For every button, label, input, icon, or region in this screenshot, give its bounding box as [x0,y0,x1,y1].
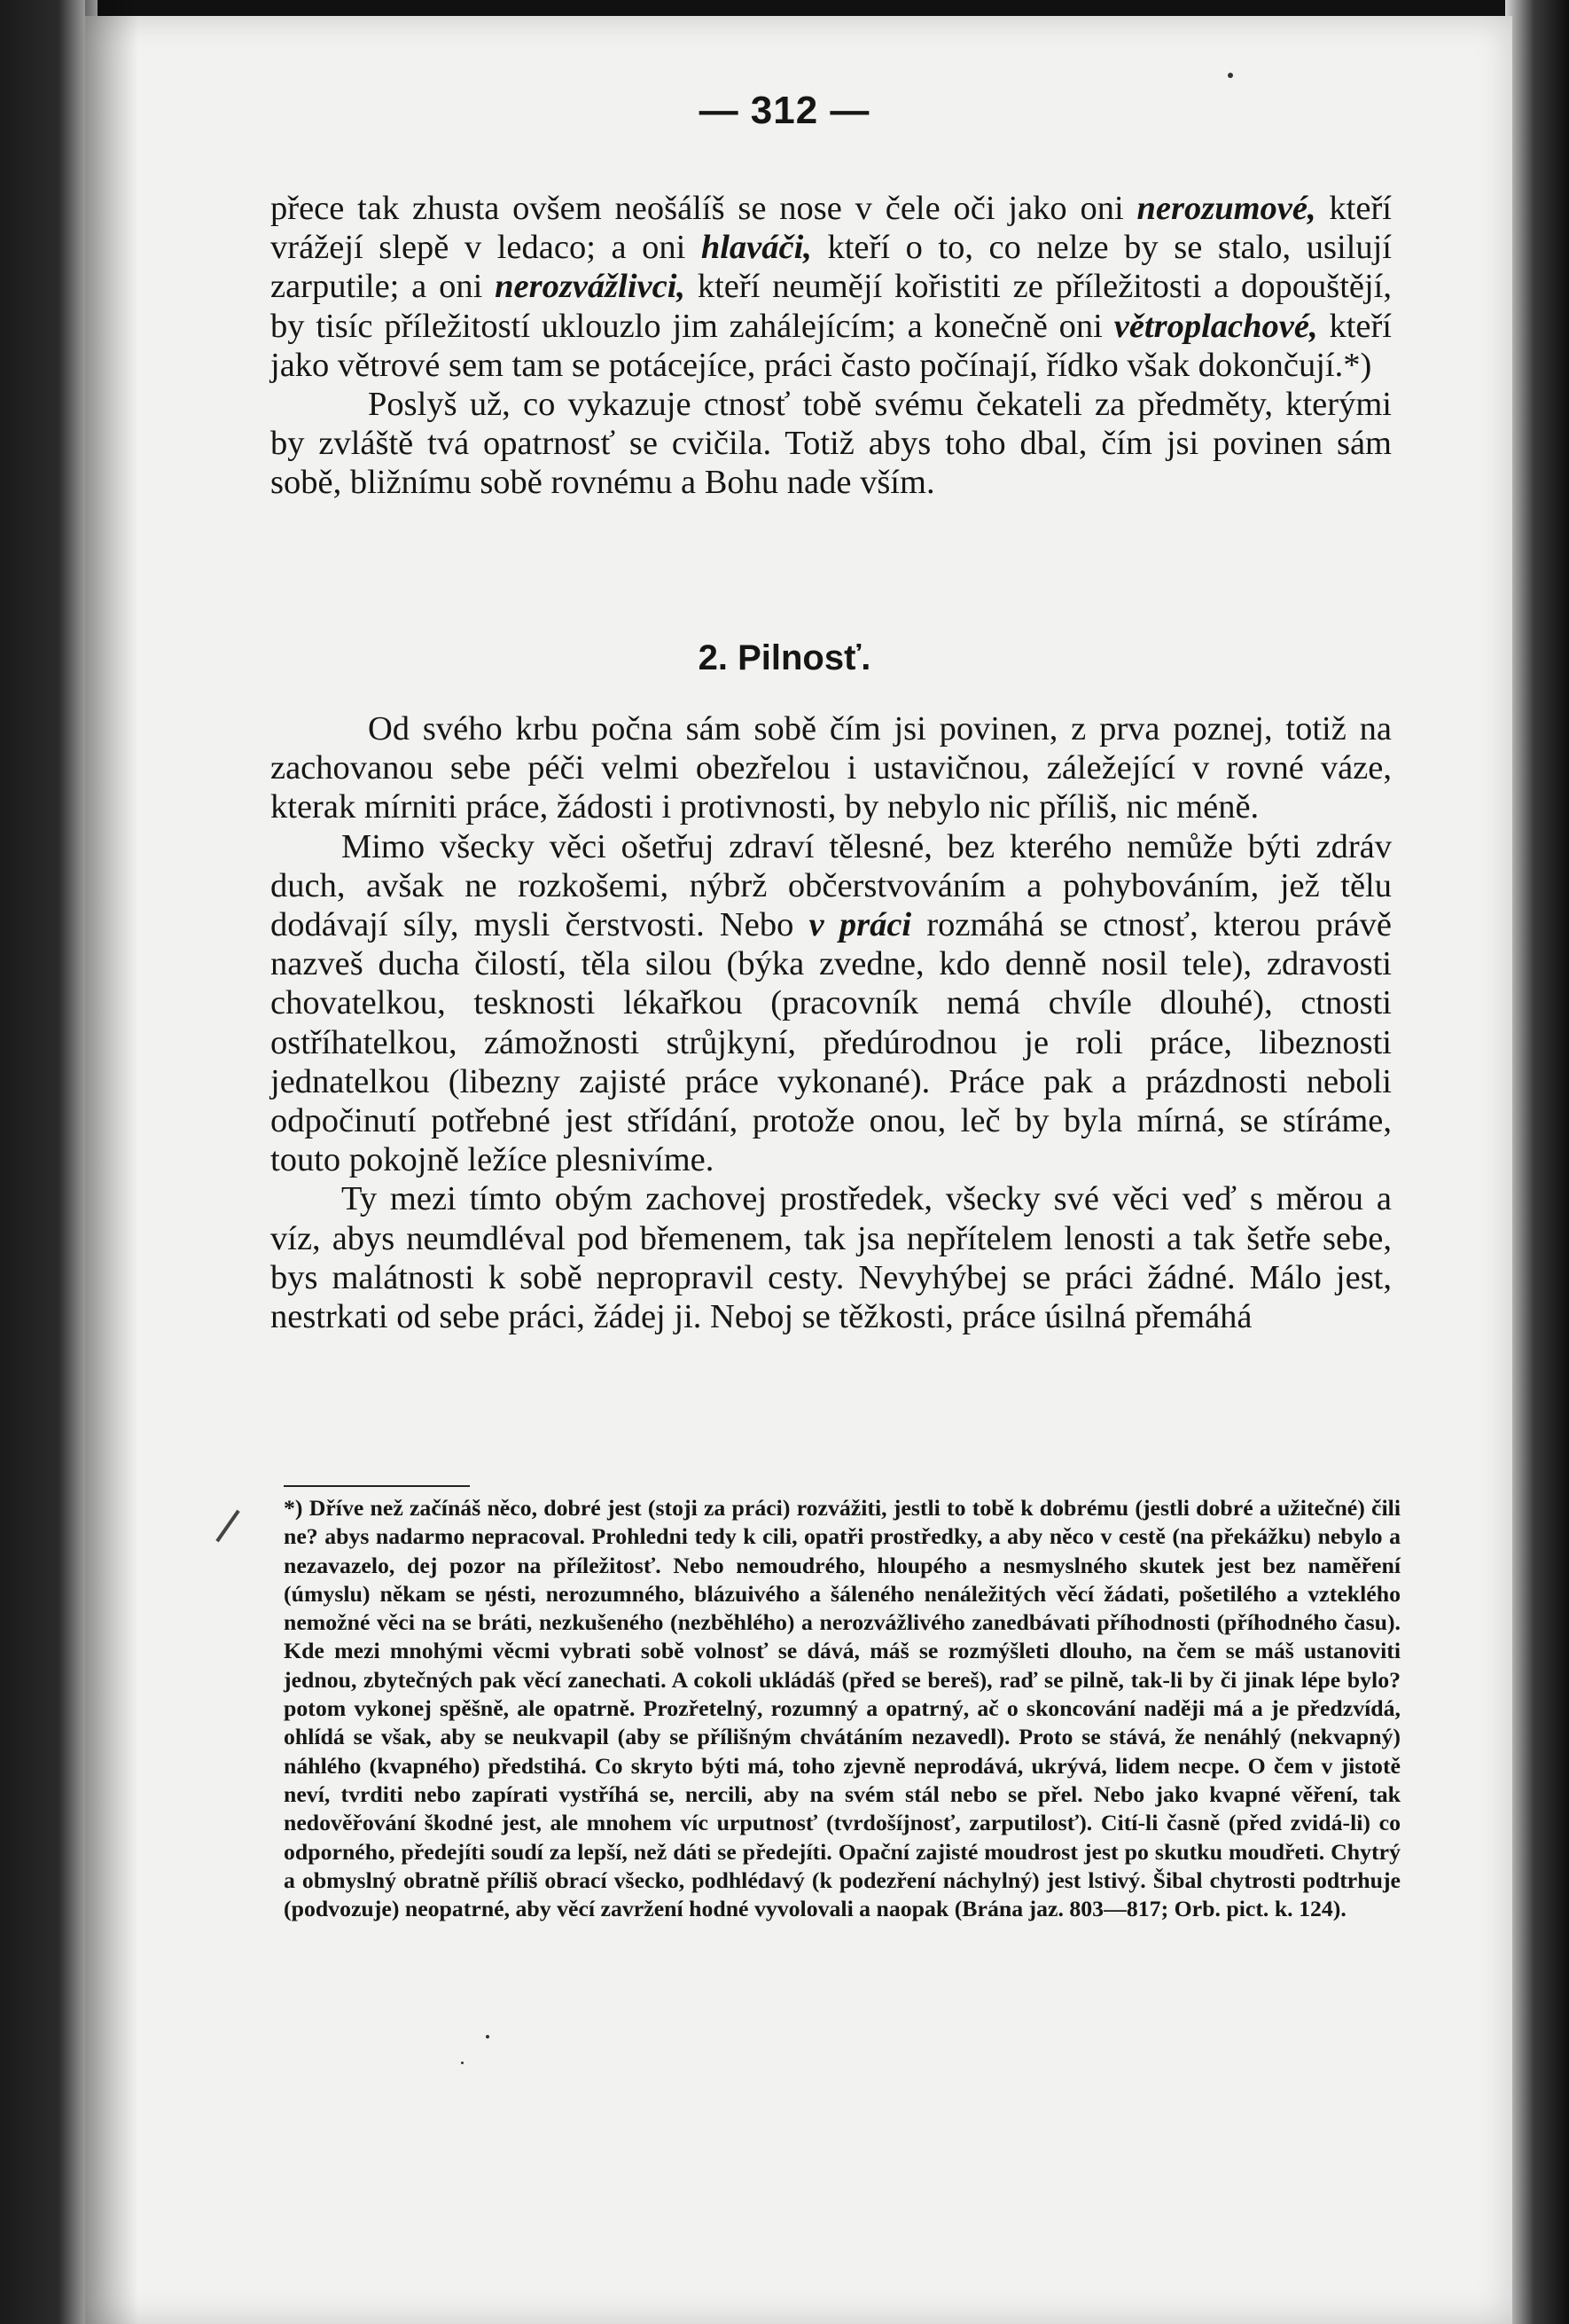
paragraph-1 [270,189,1392,385]
binding-shadow [85,0,138,2324]
paragraph-1-text-c: kteří o to, co nelze by se stalo, usilují zarputile; a oni [270,229,1392,306]
paragraph-1-italic-nerozvazlivci: nerozvážlivci, [495,268,686,306]
main-text-top [270,189,1392,503]
dust-speck [461,2062,464,2064]
paragraph-1-text-a: přece tak zhusta ovšem neošálíš se nose v čele oči jako oni [270,190,1137,227]
footnote [284,1494,1401,1923]
paragraph-5: Ty mezi tímto obým zachovej prostředek, všecky své věci veď s měrou a víz, abys neumdléval pod břemenem, tak jsa nepřítelem lenosti a tak šetře sebe, bys malátnosti k sobě nepropravil cesty. Nevyhýbej se práci žádné. Málo jest, nestrkati od sebe práci, žádej ji. Neboj se těžkosti, práce úsilná přemáhá [270,1180,1392,1336]
paragraph-1-text-d: kteří neumějí kořistiti ze příležitosti a dopouštějí, by tisíc příležitostí uklouzlo jim zahálejícím; a konečně oni [270,268,1392,345]
paragraph-4 [270,827,1392,1180]
paragraph-1-italic-vetroplachove: větroplachové, [1113,307,1318,345]
paragraph-1-text-b: kteří vrážejí slepě v ledaco; a oni [270,190,1392,267]
section-heading: 2. Pilnosť. [698,638,871,677]
footnote-divider [284,1485,470,1487]
page-number: — 312 — [699,89,870,132]
paragraph-4-italic-v-praci: v práci [808,906,912,944]
paragraph-1-italic-nerozumove: nerozumové, [1136,190,1316,227]
paragraph-1-text-e: kteří jako větrové sem tam se potácejíce, práci často počínají, řídko však dokončují.*) [270,307,1392,384]
dust-speck [1228,73,1233,78]
scan-border-left [0,0,98,2324]
paragraph-2: Poslyš už, co vykazuje ctnosť tobě svému čekateli za předměty, kterými by zvláště tvá opatrnosť se cvičila. Totiž abys toho dbal, čím jsi povinen sám sobě, bližnímu sobě rovnému a Bohu nade vším. [270,386,1392,502]
paragraph-3: Od svého krbu počna sám sobě čím jsi povinen, z prva poznej, totiž na zachovanou sebe péči velmi obezřelou i ustavičnou, záležející v rovné váze, kterak mírniti práce, žádosti i protivnosti, by nebylo nic příliš, nic méně. [270,710,1392,826]
paragraph-4-text-a: Mimo všecky věci ošetřuj zdraví tělesné, bez kterého nemůže býti zdráv duch, avšak ne rozkošemi, nýbrž občerstvováním a pohybováním, jež tělu dodávají síly, mysli čerstvosti. Nebo [270,827,1392,944]
paragraph-4-text-b: rozmáhá se ctnosť, kterou právě nazveš ducha čilostí, těla silou (býka zvedne, kdo denně nosil tele), zdravosti chovatelkou, tesknosti lékařkou (pracovník nemá chvíle dlouhé), ctnosti ostříhatelkou, zámožnosti strůjkyní, předúrodnou je roli práce, libeznosti jednatelkou (libezny zajisté práce vykonané). Práce pak a prázdnosti neboli odpočinutí potřebné jest střídání, protože onou, leč by byla mírná, se stíráme, touto pokojně ležíce plesnivíme. [270,906,1393,1179]
scan-border-right [1505,0,1569,2324]
dust-speck [486,2035,489,2038]
footnote-text: *) Dříve než začínáš něco, dobré jest (stoji za práci) rozvážiti, jestli to tobě k dobrému (jestli dobré a užitečné) čili ne? abys nadarmo nepracoval. Prohledni tedy k cili, opatři prostředky, a aby něco v cestě (na překážku) nebylo a nezavazelo, dej pozor na příležitosť. Nebo nemoudrého, hloupého a nesmyslného skutek jest bez naměření (úmyslu) někam se ŋésti, nerozumného, blázuivého a šáleného nenáležitých věcí žádati, pošetilého a vzteklého nemožné věci na se bráti, nezkušeného (nezběhlého) a nerozvážlivého zanedbávati příhodnosti (příhodného času). Kde mezi mnohými věcmi vybrati sobě volnosť se dává, máš se rozmýšleti dlouho, na čem se máš ustanoviti jednou, zbytečných pak věcí zanechati. A cokoli ukládáš (před se bereš), raď se pilně, tak-li by či jinak lépe bylo? potom vykonej spěšně, ale opatrně. Prozřetelný, rozumný a opatrný, ač o skoncování naději má a je předzvídá, ohlídá se však, aby se neukvapil (aby se přílišným chvátáním nezavedl). Proto se stává, že nenáhlý (nekvapný) náhlého (kvapného) předstihá. Co skryto býti má, toho zjevně neprodává, ukrývá, lidem necpe. O čem v jistotě neví, tvrditi nebo zapírati vystříhá se, nercili, aby na svém stál nebo se přel. Nebo jako kvapné věření, tak nedověřování škodné jest, ale mnohem víc urputnosť (tvrdošíjnosť, zarputilosť). Cití-li časně (před zvidá-li) co odporného, předejíti soudí za lepší, než dáti se předejíti. Opační zajisté moudrost jest po skutku moudřeti. Chytrý a obmyslný obratně příliš obrací všecko, podhlédavý (k podezření náchylný) jest lstivý. Šibal chytrosti podtrhuje (podvozuje) neopatrné, aby věcí zavržení hodné vyvolovali a naopak (Brána jaz. 803—817; Orb. pict. k. 124). [284,1495,1401,1922]
main-text-bottom [270,709,1392,1336]
paragraph-1-italic-hlavaci: hlaváči, [700,229,812,267]
